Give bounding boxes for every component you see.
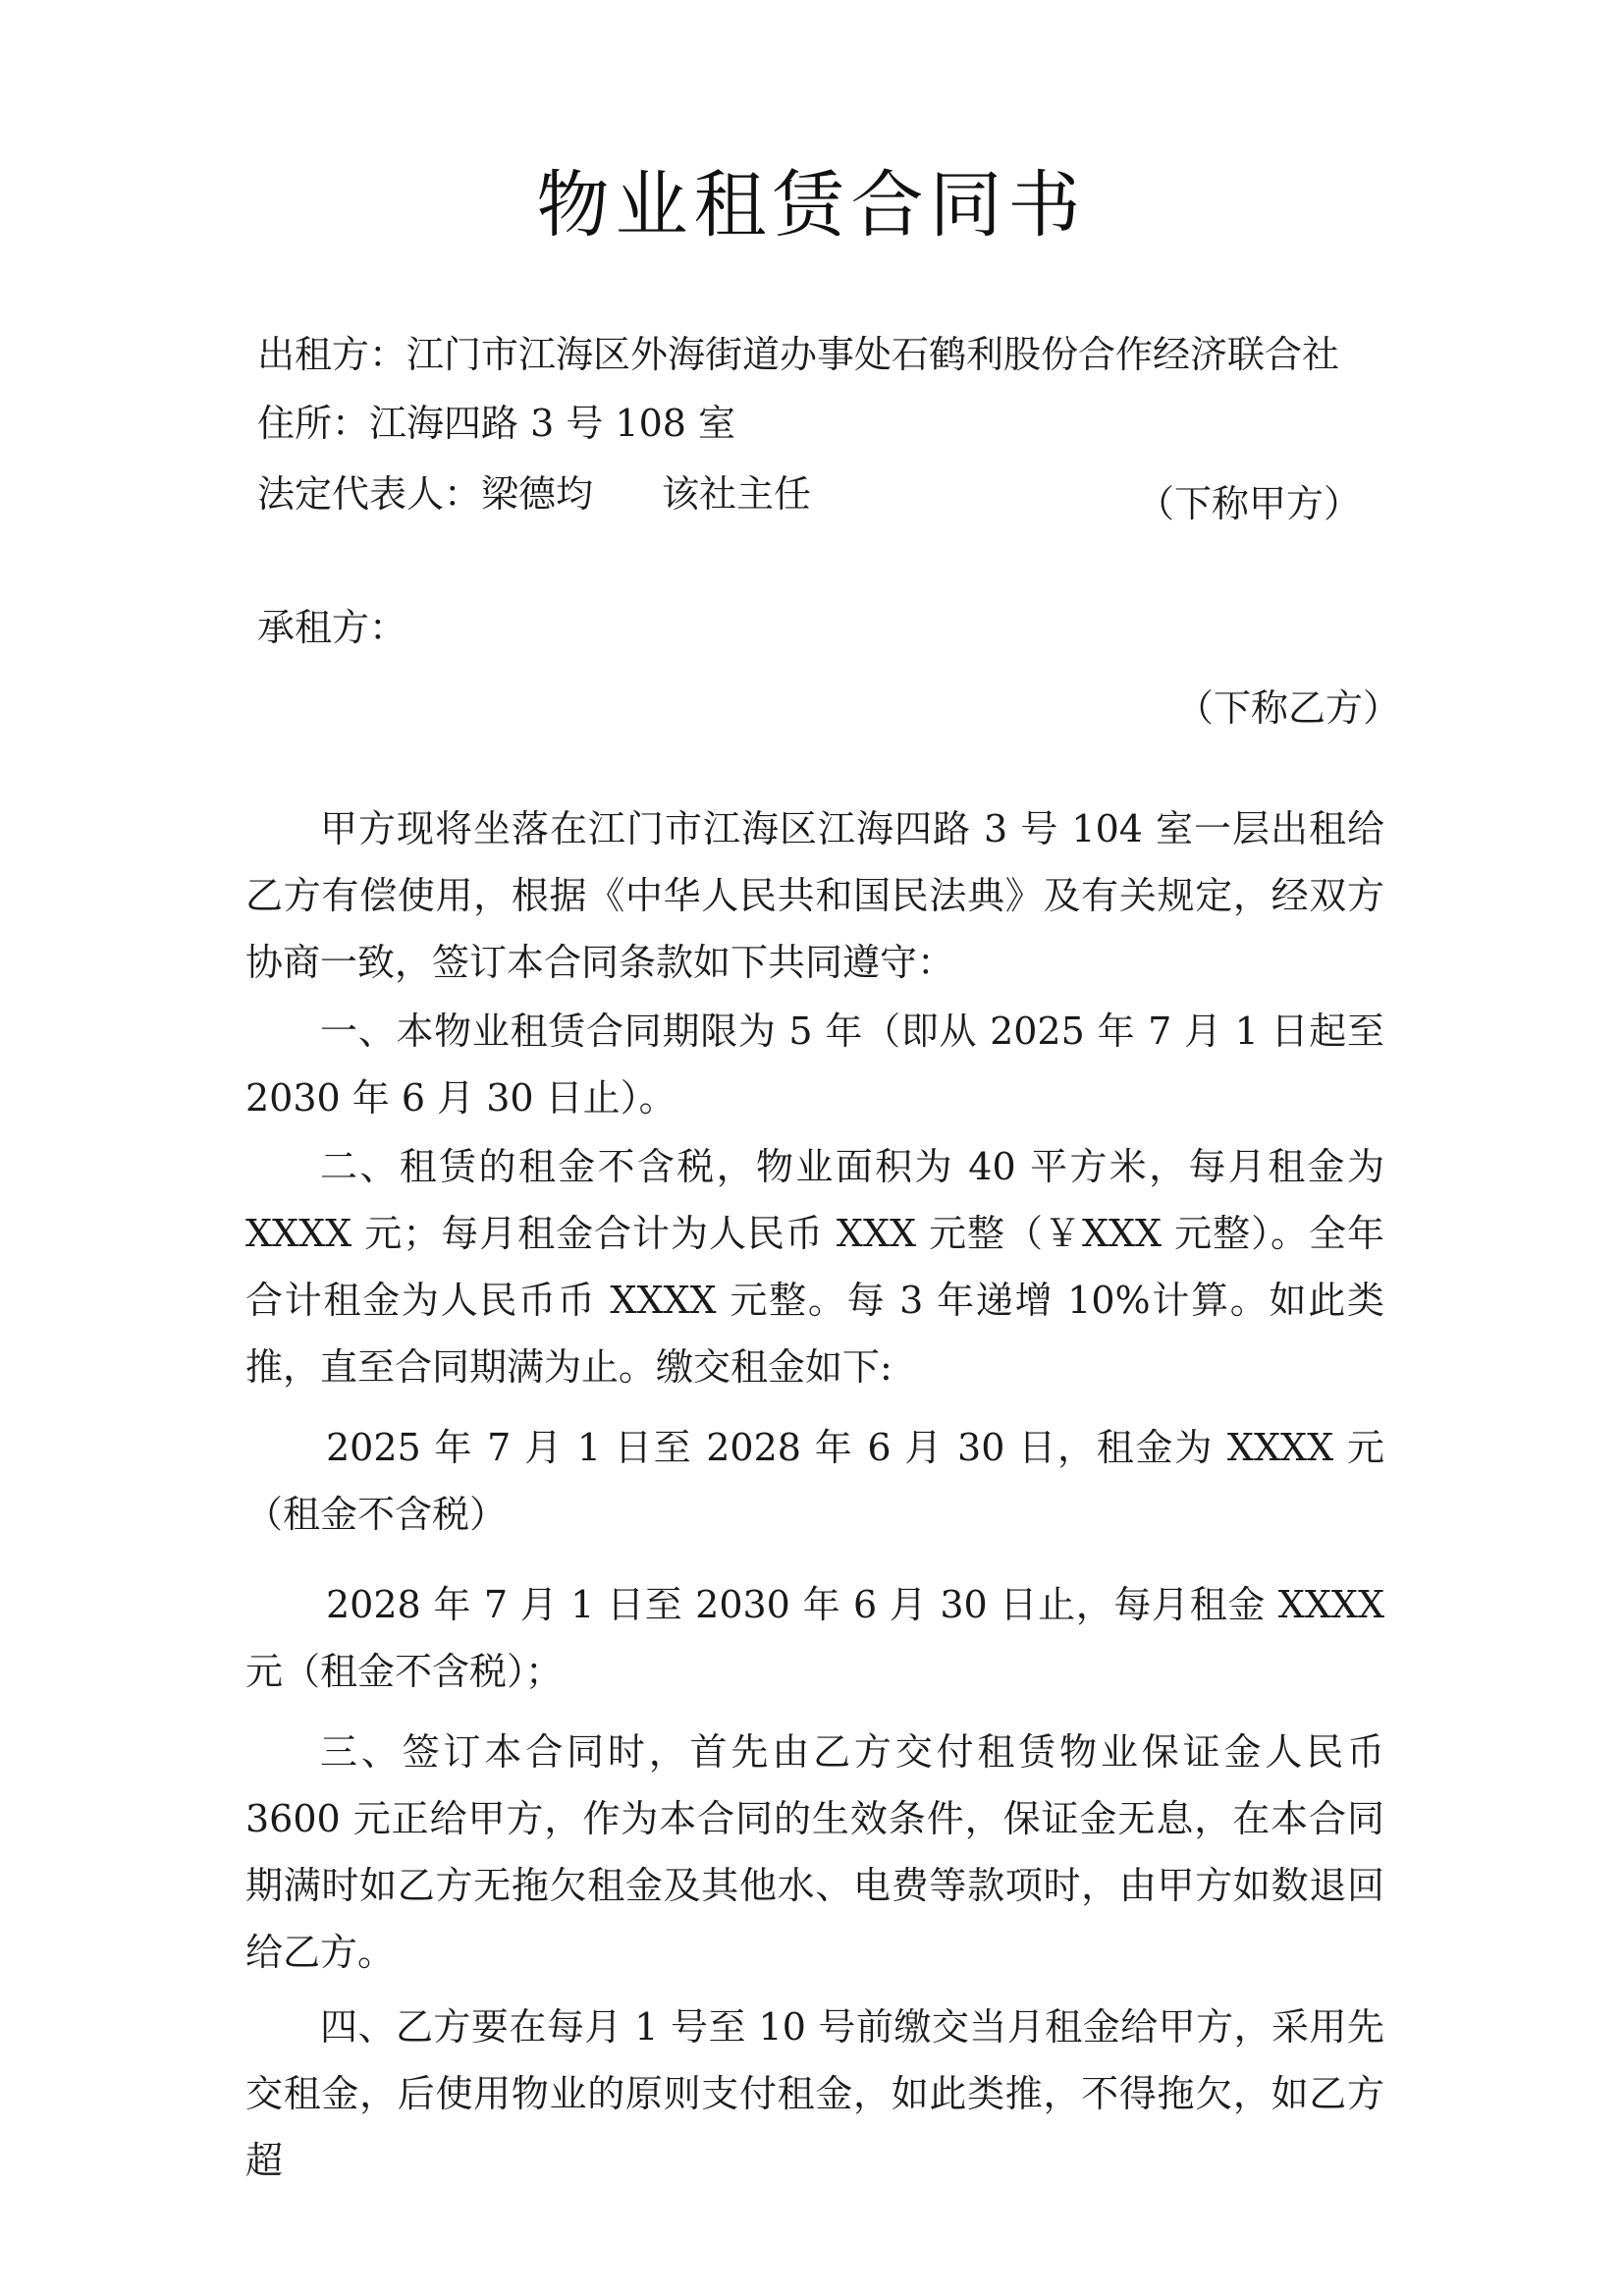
address-line [257, 393, 735, 447]
representative-title: 该社主任 [662, 472, 812, 516]
lessor-alias: （下称甲方） [1137, 482, 1362, 525]
lessor-label: 出租方： [257, 333, 407, 376]
rent-schedule-1: 2025 年 7 月 1 日至 2028 年 6 月 30 日，租金为 XXXX 元（租金不含税） [245, 1426, 1384, 1536]
clause-4: 四、乙方要在每月 1 号至 10 号前缴交当月租金给甲方，采用先交租金，后使用物业的原则支付租金，如此类推，不得拖欠，如乙方超 [245, 2005, 1384, 2182]
rent-schedule-2: 2028 年 7 月 1 日至 2030 年 6 月 30 日止，每月租金 XXXX 元（租金不含税）； [245, 1583, 1384, 1693]
address-value: 江海四路 3 号 108 室 [369, 402, 736, 445]
clause-1: 一、本物业租赁合同期限为 5 年（即从 2025 年 7 月 1 日起至 2030 年 6 月 30 日止）。 [245, 1010, 1384, 1120]
representative-name: 梁德均 [481, 472, 594, 516]
representative-label: 法定代表人： [257, 472, 482, 516]
lessor-name: 江门市江海区外海街道办事处石鹤利股份合作经济联合社 [406, 333, 1340, 376]
lessor-line [257, 324, 1339, 378]
lessee-label: 承租方： [257, 606, 407, 649]
lessee-alias: （下称乙方） [1176, 686, 1401, 730]
intro-paragraph: 甲方现将坐落在江门市江海区江海四路 3 号 104 室一层出租给乙方有偿使用，根据《中华人民共和国民法典》及有关规定，经双方协商一致，签订本合同条款如下共同遵守： [245, 807, 1384, 984]
address-label: 住所： [257, 402, 370, 445]
clause-2: 二、租赁的租金不含税，物业面积为 40 平方米，每月租金为 XXXX 元；每月租金合计为人民币 XXX 元整（￥XXX 元整）。全年合计租金为人民币币 XXXX 元整。每 3 年递增 10%计算。如此类推，直至合同期满为止。缴交租金如下: [245, 1145, 1384, 1389]
clause-3: 三、签订本合同时，首先由乙方交付租赁物业保证金人民币 3600 元正给甲方，作为本合同的生效条件，保证金无息，在本合同期满时如乙方无拖欠租金及其他水、电费等款项时，由甲方如数退回给乙方。 [245, 1730, 1384, 1974]
document-title: 物业租赁合同书 [536, 163, 1087, 247]
representative-line [257, 464, 811, 518]
contract-body [245, 795, 1384, 2194]
